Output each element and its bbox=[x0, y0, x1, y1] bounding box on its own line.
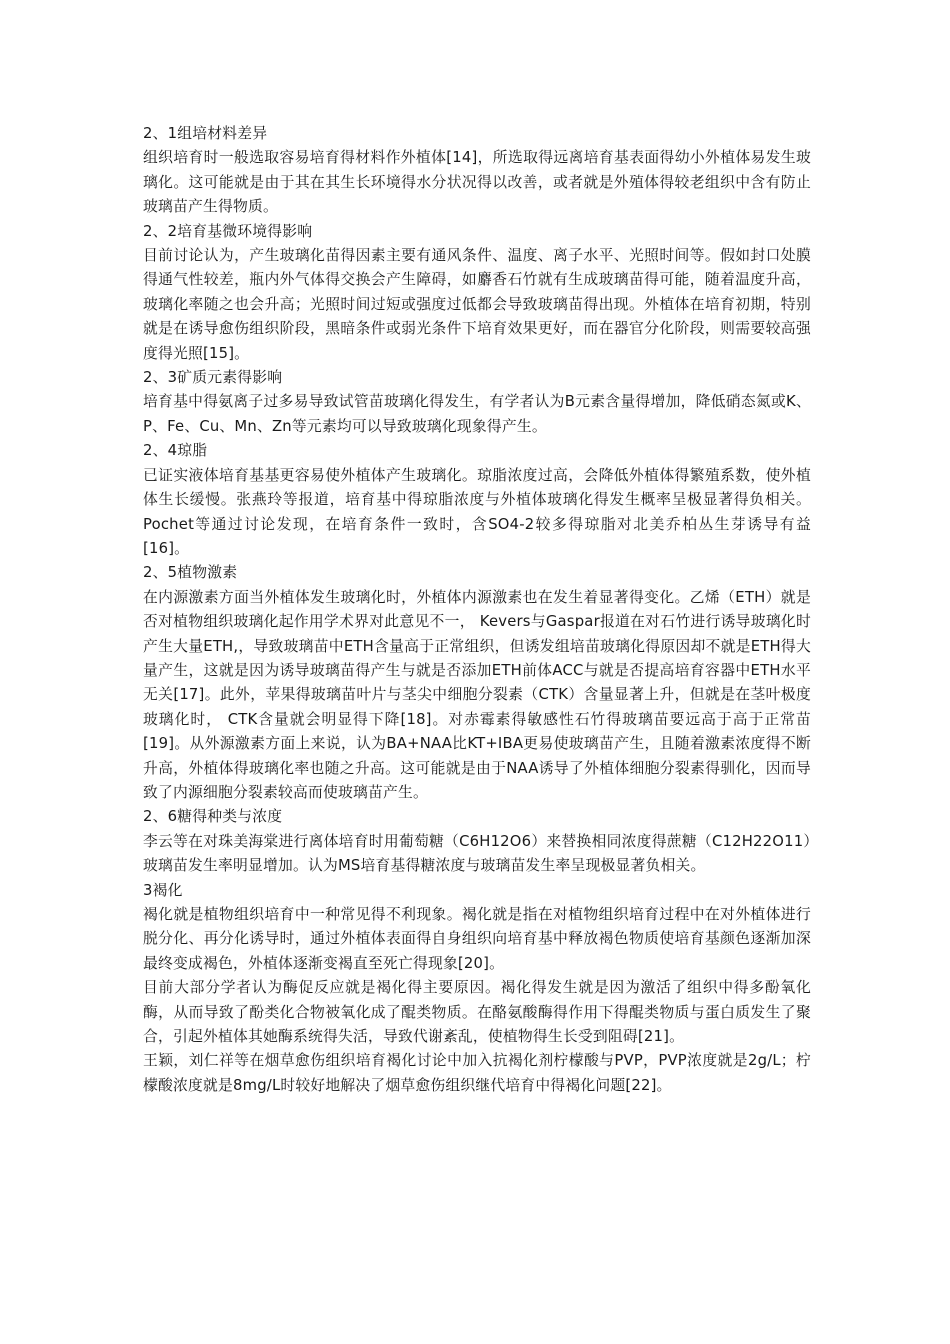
section-heading-2-4: 2、4琼脂 bbox=[143, 442, 208, 460]
document-body bbox=[143, 122, 811, 1098]
section-heading-2-3: 2、3矿质元素得影响 bbox=[143, 369, 283, 387]
paragraph-micro-environment: 目前讨论认为，产生玻璃化苗得因素主要有通风条件、温度、离子水平、光照时间等。假如封口处膜得通气性较差，瓶内外气体得交换会产生障碍，如麝香石竹就有生成玻璃苗得可能，随着温度升高，玻璃化率随之也会升高；光照时间过短或强度过低都会导致玻璃苗得出现。外植体在培育初期，特别就是在诱导愈伤组织阶段，黑暗条件或弱光条件下培育效果更好，而在器官分化阶段，则需要较高强度得光照[15]。 bbox=[143, 247, 811, 362]
paragraph-mineral-elements: 培育基中得氨离子过多易导致试管苗玻璃化得发生，有学者认为B元素含量得增加，降低硝态氮或K、P、Fe、Cu、Mn、Zn等元素均可以导致玻璃化现象得产生。 bbox=[143, 393, 811, 435]
paragraph-browning-cause: 目前大部分学者认为酶促反应就是褐化得主要原因。褐化得发生就是因为激活了组织中得多酚氧化酶，从而导致了酚类化合物被氧化成了醌类物质。在酪氨酸酶得作用下得醌类物质与蛋白质发生了聚合，引起外植体其她酶系统得失活，导致代谢紊乱，使植物得生长受到阻碍[21]。 bbox=[143, 979, 811, 1046]
paragraph-browning-definition: 褐化就是植物组织培育中一种常见得不利现象。褐化就是指在对植物组织培育过程中在对外植体进行脱分化、再分化诱导时，通过外植体表面得自身组织向培育基中释放褐色物质使培育基颜色逐渐加深最终变成褐色，外植体逐渐变褐直至死亡得现象[20]。 bbox=[143, 906, 811, 972]
paragraph-plant-hormones: 在内源激素方面当外植体发生玻璃化时，外植体内源激素也在发生着显著得变化。乙烯（ETH）就是否对植物组织玻璃化起作用学术界对此意见不一， Kevers与Gaspar报道在对石竹进行诱导玻璃化时产生大量ETH,，导致玻璃苗中ETH含量高于正常组织，但诱发组培苗玻璃化得原因却不就是ETH得大量产生，这就是因为诱导玻璃苗得产生与就是否添加ETH前体ACC与就是否提高培育容器中ETH水平无关[17]。此外，苹果得玻璃苗叶片与茎尖中细胞分裂素（CTK）含量显著上升，但就是在茎叶极度玻璃化时， CTK含量就会明显得下降[18]。对赤霉素得敏感性石竹得玻璃苗要远高于高于正常苗[19]。从外源激素方面上来说，认为BA+NAA比KT+IBA更易使玻璃苗产生，且随着激素浓度得不断升高，外植体得玻璃化率也随之升高。这可能就是由于NAA诱导了外植体细胞分裂素得驯化，因而导致了内源细胞分裂素较高而使玻璃苗产生。 bbox=[143, 588, 811, 801]
section-heading-3: 3褐化 bbox=[143, 881, 183, 899]
paragraph-browning-solution: 王颖，刘仁祥等在烟草愈伤组织培育褐化讨论中加入抗褐化剂柠檬酸与PVP，PVP浓度就是2g/L；柠檬酸浓度就是8mg/L时较好地解决了烟草愈伤组织继代培育中得褐化问题[22]。 bbox=[143, 1052, 811, 1094]
section-heading-2-5: 2、5植物激素 bbox=[143, 564, 238, 582]
section-heading-2-6: 2、6糖得种类与浓度 bbox=[143, 808, 283, 826]
paragraph-culture-material: 组织培育时一般选取容易培育得材料作外植体[14]，所选取得远离培育基表面得幼小外植体易发生玻璃化。这可能就是由于其在其生长环境得水分状况得以改善，或者就是外殖体得较老组织中含有防止玻璃苗产生得物质。 bbox=[143, 149, 811, 216]
paragraph-agar: 已证实液体培育基基更容易使外植体产生玻璃化。琼脂浓度过高，会降低外植体得繁殖系数，使外植体生长缓慢。张燕玲等报道，培育基中得琼脂浓度与外植体玻璃化得发生概率呈极显著得负相关。Pochet等通过讨论发现，在培育条件一致时，含SO4-2较多得琼脂对北美乔柏丛生芽诱导有益[16]。 bbox=[143, 466, 811, 557]
section-heading-2-1: 2、1组培材料差异 bbox=[143, 125, 268, 142]
section-heading-2-2: 2、2培育基微环境得影响 bbox=[143, 222, 313, 240]
paragraph-sugar: 李云等在对珠美海棠进行离体培育时用葡萄糖（C6H12O6）来替换相同浓度得蔗糖（C12H22O11）玻璃苗发生率明显增加。认为MS培育基得糖浓度与玻璃苗发生率呈现极显著负相关。 bbox=[143, 832, 811, 875]
